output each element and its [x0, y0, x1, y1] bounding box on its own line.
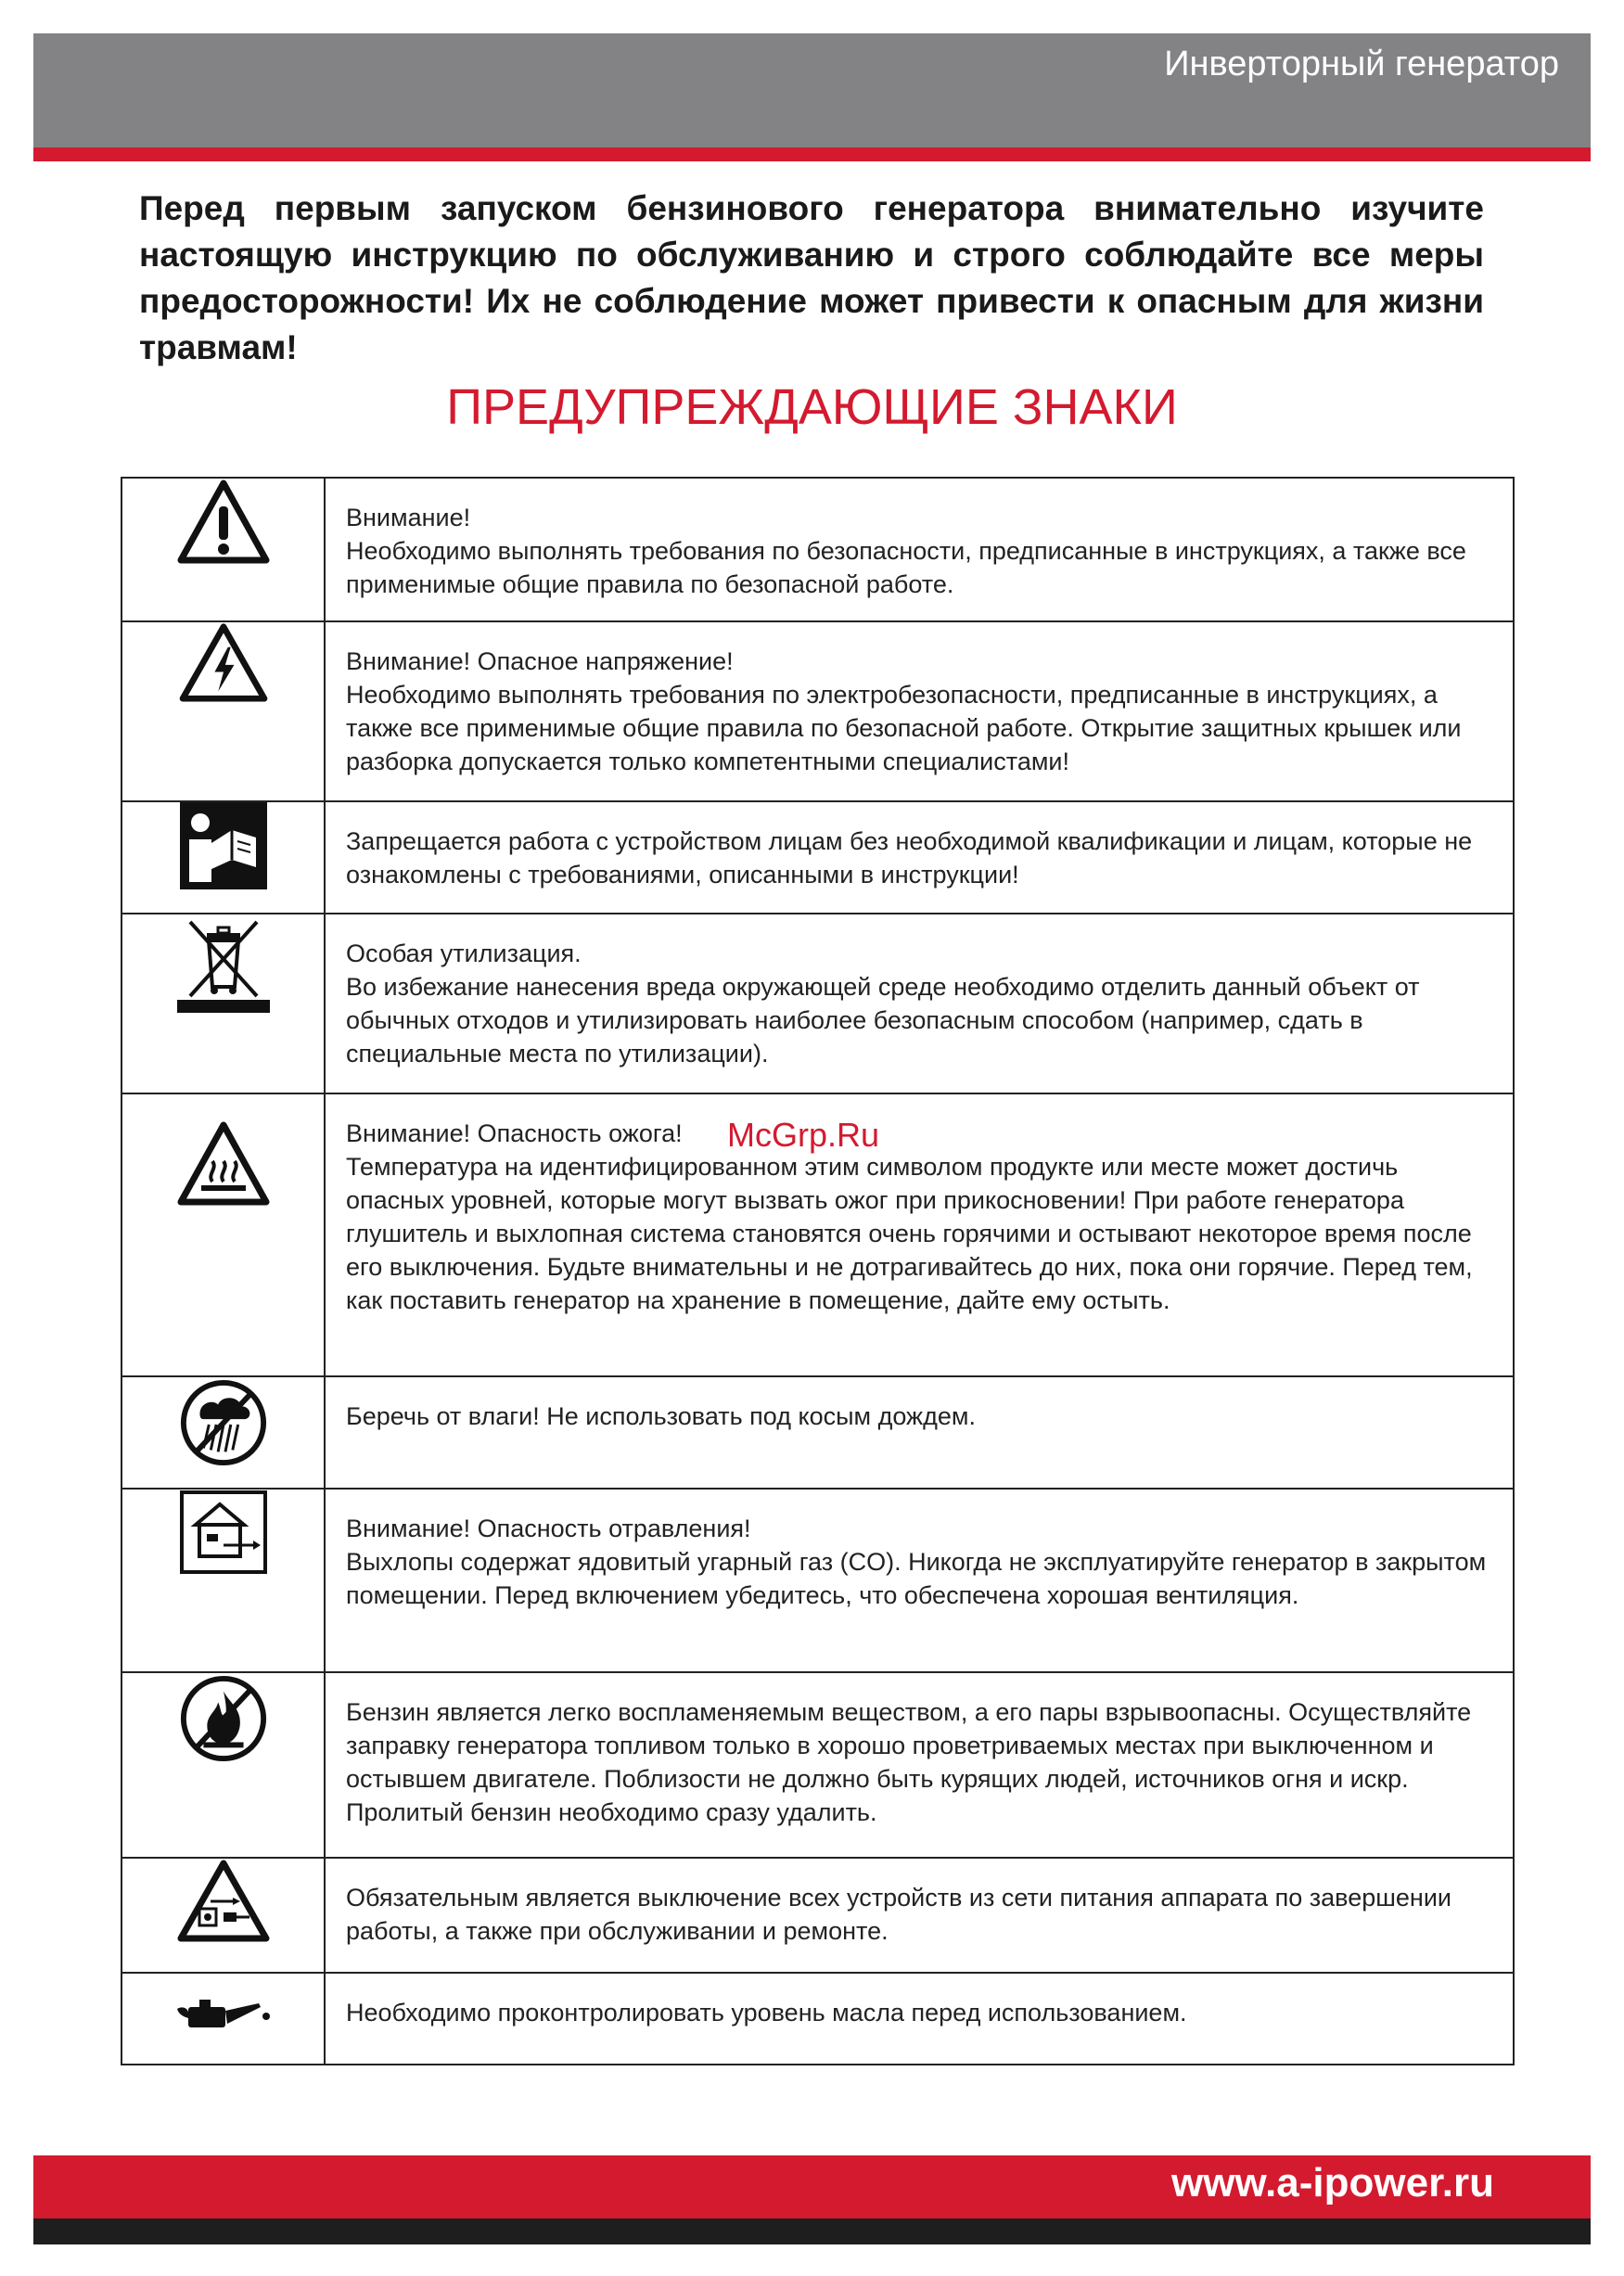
watermark: McGrp.Ru — [727, 1116, 880, 1154]
no-fire-icon — [122, 1673, 324, 1764]
header-title: Инверторный генератор — [1164, 45, 1559, 83]
table-row — [121, 801, 1514, 914]
table-row — [121, 478, 1514, 621]
warning-triangle-icon — [122, 479, 324, 564]
sign-text: Необходимо выполнять требования по электробезопасности, предписанные в инструкциях, а также все применимые общие правила по безопасной работе. Открытие защитных крышек или разборка допускается только компетентными специалистами! — [346, 681, 1462, 775]
sign-heading: Особая утилизация. — [346, 940, 582, 967]
sign-text: Необходимо выполнять требования по безопасности, предписанные в инструкциях, а также все применимые общие правила по безопасной работе. — [346, 537, 1466, 598]
warning-signs-table — [121, 477, 1515, 2065]
indoor-exhaust-icon — [122, 1490, 324, 1575]
sign-text: Бензин является легко воспламеняемым веществом, а его пары взрывоопасны. Осуществляйте заправку генератора топливом только в хорошо проветриваемых местах при выключенном и остывшем двигателе. Поблизости не должно быть курящих людей, источников огня и искр. Пролитый бензин необходимо сразу удалить. — [346, 1698, 1472, 1826]
sign-heading: Внимание! Опасность отравления! — [346, 1515, 751, 1542]
section-title: ПРЕДУПРЕЖДАЮЩИЕ ЗНАКИ — [446, 379, 1178, 435]
footer-url[interactable]: www.a-ipower.ru — [1171, 2160, 1494, 2206]
sign-text: Беречь от влаги! Не использовать под косым дождем. — [346, 1402, 976, 1430]
intro-warning: Перед первым запуском бензинового генератора внимательно изучите настоящую инструкцию по обслуживанию и строго соблюдайте все меры предосторожности! Их не соблюдение может привести к опасным для жизни травмам! — [139, 189, 1484, 366]
sign-text: Запрещается работа с устройством лицам без необходимой квалификации и лицам, которые не ознакомлены с требованиями, описанными в инструкции! — [346, 827, 1473, 889]
table-row — [121, 1489, 1514, 1672]
sign-text: Выхлопы содержат ядовитый угарный газ (CO). Никогда не эксплуатируйте генератор в закрытом помещении. Перед включением убедитесь, что обеспечена хорошая вентиляция. — [346, 1548, 1487, 1609]
sign-heading: Внимание! — [346, 504, 471, 531]
no-rain-icon — [122, 1377, 324, 1468]
table-row — [121, 1973, 1514, 2065]
sign-text: Обязательным является выключение всех устройств из сети питания аппарата по завершении работы, а также при обслуживании и ремонте. — [346, 1884, 1452, 1945]
read-manual-icon — [122, 802, 324, 889]
footer-stripe — [33, 2218, 1591, 2244]
table-row — [121, 914, 1514, 1093]
oil-can-icon — [122, 1994, 324, 2033]
table-row — [121, 1858, 1514, 1973]
sign-heading: Внимание! Опасность ожога! — [346, 1119, 683, 1147]
sign-text: Температура на идентифицированном этим символом продукте или месте может достичь опасных уровней, которые могут вызвать ожог при прикосновении! При работе генератора глушитель и выхлопная система становятся очень горячими и остывают некоторое время после его выключения. Будьте внимательны и не дотрагивайтесь до них, пока они горячие. Перед тем, как поставить генератор на хранение в помещение, дайте ему остыть. — [346, 1153, 1473, 1314]
header-stripe — [33, 147, 1591, 161]
table-row — [121, 1672, 1514, 1858]
table-row — [121, 1376, 1514, 1489]
hot-surface-icon — [122, 1120, 324, 1206]
table-row — [121, 621, 1514, 801]
crossed-bin-icon — [122, 914, 324, 1013]
sign-text: Необходимо проконтролировать уровень масла перед использованием. — [346, 1999, 1187, 2027]
sign-text: Во избежание нанесения вреда окружающей среде необходимо отделить данный объект от обычных отходов и утилизировать наиболее безопасным способом (например, сдать в специальные места по утилизации). — [346, 973, 1420, 1068]
high-voltage-icon — [122, 622, 324, 702]
unplug-warning-icon — [122, 1859, 324, 1942]
sign-heading: Внимание! Опасное напряжение! — [346, 647, 734, 675]
